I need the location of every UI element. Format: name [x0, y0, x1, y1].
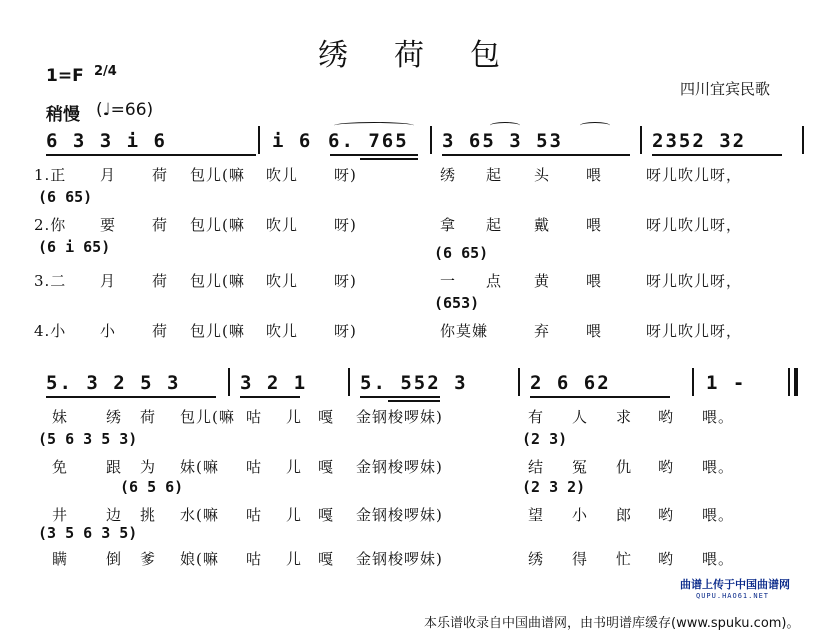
slur [580, 122, 610, 129]
variant-line-4: (653) [434, 294, 480, 312]
notes-measure-5: 2352 32 [652, 130, 747, 152]
slur [334, 122, 414, 129]
variant-line-7: (6 5 6) [120, 478, 184, 496]
notes-measure-7: 3 2 1 [240, 372, 308, 394]
time-signature: 2/4 [94, 64, 117, 79]
beam [360, 396, 440, 398]
variant-line-5: (5 6 3 5 3) [38, 430, 138, 448]
beam [388, 400, 440, 402]
variant-line-8: (2 3 2) [522, 478, 586, 496]
beam [530, 396, 670, 398]
beam [240, 396, 300, 398]
variant-line-1: (6 65) [38, 188, 93, 206]
barline [518, 368, 520, 396]
final-barline-thin [788, 368, 790, 396]
barline [258, 126, 260, 154]
barline [802, 126, 804, 154]
slur [490, 122, 520, 129]
variant-line-9: (3 5 6 3 5) [38, 524, 138, 542]
tempo-marking: 稍慢 [46, 105, 80, 125]
notes-measure-4: 3 65 3 53 [442, 130, 563, 152]
beam [46, 154, 256, 156]
notes-measure-9: 2 6 62 [530, 372, 611, 394]
notes-measure-8: 5. 552 3 [360, 372, 468, 394]
beam [330, 154, 418, 156]
beam [442, 154, 630, 156]
beam [360, 158, 418, 160]
notes-measure-3: 6. 765 [328, 130, 409, 152]
watermark-site-name: 曲谱上传于中国曲谱网 [680, 578, 790, 591]
final-barline-thick [794, 368, 798, 396]
footer-source-note: 本乐谱收录自中国曲谱网，由书明谱库缓存(www.spuku.com)。 [424, 616, 800, 631]
barline [228, 368, 230, 396]
song-title: 绣 荷 包 [318, 38, 508, 73]
notes-measure-2: i 6 [272, 130, 313, 152]
variant-line-3: (6 65) [434, 244, 489, 262]
notes-measure-1: 6 3 3 i 6 [46, 130, 167, 152]
key-signature: 1=F [46, 66, 84, 86]
barline [692, 368, 694, 396]
notes-measure-6: 5. 3 2 5 3 [46, 372, 181, 394]
variant-line-6: (2 3) [522, 430, 568, 448]
song-source: 四川宜宾民歌 [680, 80, 771, 98]
beam [46, 396, 216, 398]
barline [430, 126, 432, 154]
notes-measure-10: 1 - [706, 372, 747, 394]
barline [640, 126, 642, 154]
metronome-marking: (♩=66) [96, 100, 154, 120]
variant-line-2: (6 i 65) [38, 238, 111, 256]
barline [348, 368, 350, 396]
watermark-site-url: QUPU.HAO61.NET [696, 592, 770, 600]
beam [652, 154, 782, 156]
